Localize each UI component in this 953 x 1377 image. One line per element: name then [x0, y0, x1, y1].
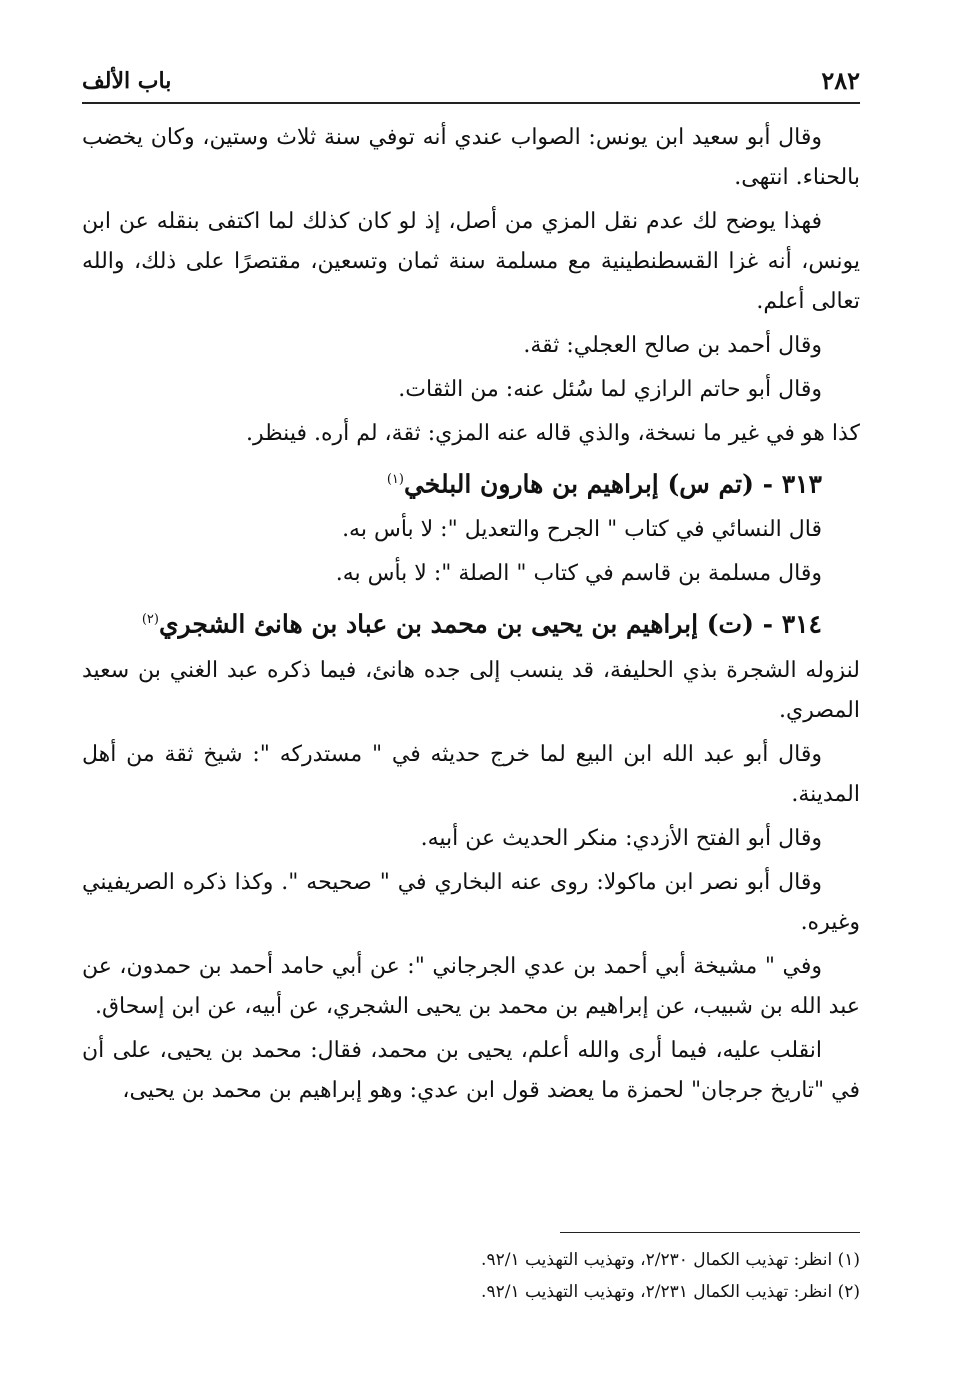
paragraph: قال النسائي في كتاب " الجرح والتعديل ": لا بأس به.: [342, 517, 822, 543]
entry-heading-313: [82, 458, 860, 506]
paragraph: وقال أحمد بن صالح العجلي: ثقة.: [523, 333, 822, 358]
paragraph: وقال أبو سعيد ابن يونس: الصواب عندي أنه توفي سنة ثلاث وستين، وكان يخضب بالحناء. انتهى.: [82, 125, 860, 190]
page-number: ٢٨٢: [821, 66, 860, 95]
running-title: باب الألف: [82, 68, 172, 94]
paragraph: وقال أبو الفتح الأزدي: منكر الحديث عن أبيه.: [420, 825, 822, 851]
paragraph: وفي " مشيخة أبي أحمد بن عدي الجرجاني ": عن أبي حامد أحمد بن حمدون، عن عبد الله بن شبيب، عن إبراهيم بن محمد بن يحيى الشجري، عن أبيه، عن ابن إسحاق.: [82, 953, 860, 1019]
paragraph: فهذا يوضح لك عدم نقل المزي من أصل، إذ لو كان كذلك لما اكتفى بنقله عن ابن يونس، أنه غزا القسطنطينية مع مسلمة سنة ثمان وتسعين، مقتصرًا على ذلك، والله تعالى أعلم.: [82, 209, 860, 314]
paragraph: وقال أبو نصر ابن ماكولا: روى عنه البخاري في " صحيحه ". وكذا ذكره الصريفيني وغيره.: [82, 869, 860, 935]
entry-heading-314: [82, 598, 860, 646]
footnote: (٢) انظر: تهذيب الكمال ٢/٢٣١، وتهذيب التهذيب ٩٢/١.: [481, 1282, 860, 1302]
footnote-reference: (٢): [141, 612, 159, 628]
paragraph: لنزوله الشجرة بذي الحليفة، قد ينسب إلى جده هانئ، فيما ذكره عبد الغني بن سعيد المصري.: [82, 657, 860, 723]
footnote-divider: [560, 1232, 860, 1233]
paragraph: وقال مسلمة بن قاسم في كتاب " الصلة ": لا بأس به.: [335, 561, 822, 587]
paragraph: انقلب عليه، فيما أرى والله أعلم، يحيى بن محمد، فقال: محمد بن يحيى، على أن في "تاريخ جرجان" لحمزة ما يعضد قول ابن عدي: وهو إبراهيم بن محمد بن يحيى،: [82, 1037, 860, 1103]
paragraph: كذا هو في غير ما نسخة، والذي قاله عنه المزي: ثقة، لم أره. فينظر.: [246, 421, 860, 446]
entry-heading-text: ٣١٤ - (ت) إبراهيم بن يحيى بن محمد بن عباد بن هانئ الشجري: [158, 609, 822, 639]
paragraph: وقال أبو حاتم الرازي لما سُئل عنه: من الثقات.: [398, 377, 822, 402]
footnote: (١) انظر: تهذيب الكمال ٢/٢٣٠، وتهذيب التهذيب ٩٢/١.: [481, 1250, 860, 1270]
entry-heading-text: ٣١٣ - (تم س) إبراهيم بن هارون البلخي: [403, 469, 822, 499]
page-header: [82, 62, 860, 104]
footnotes: [82, 1244, 860, 1308]
paragraph: وقال أبو عبد الله ابن البيع لما خرج حديثه في " مستدركه ": شيخ ثقة من أهل المدينة.: [82, 741, 860, 807]
footnote-reference: (١): [386, 472, 404, 487]
main-text: [82, 118, 860, 1115]
